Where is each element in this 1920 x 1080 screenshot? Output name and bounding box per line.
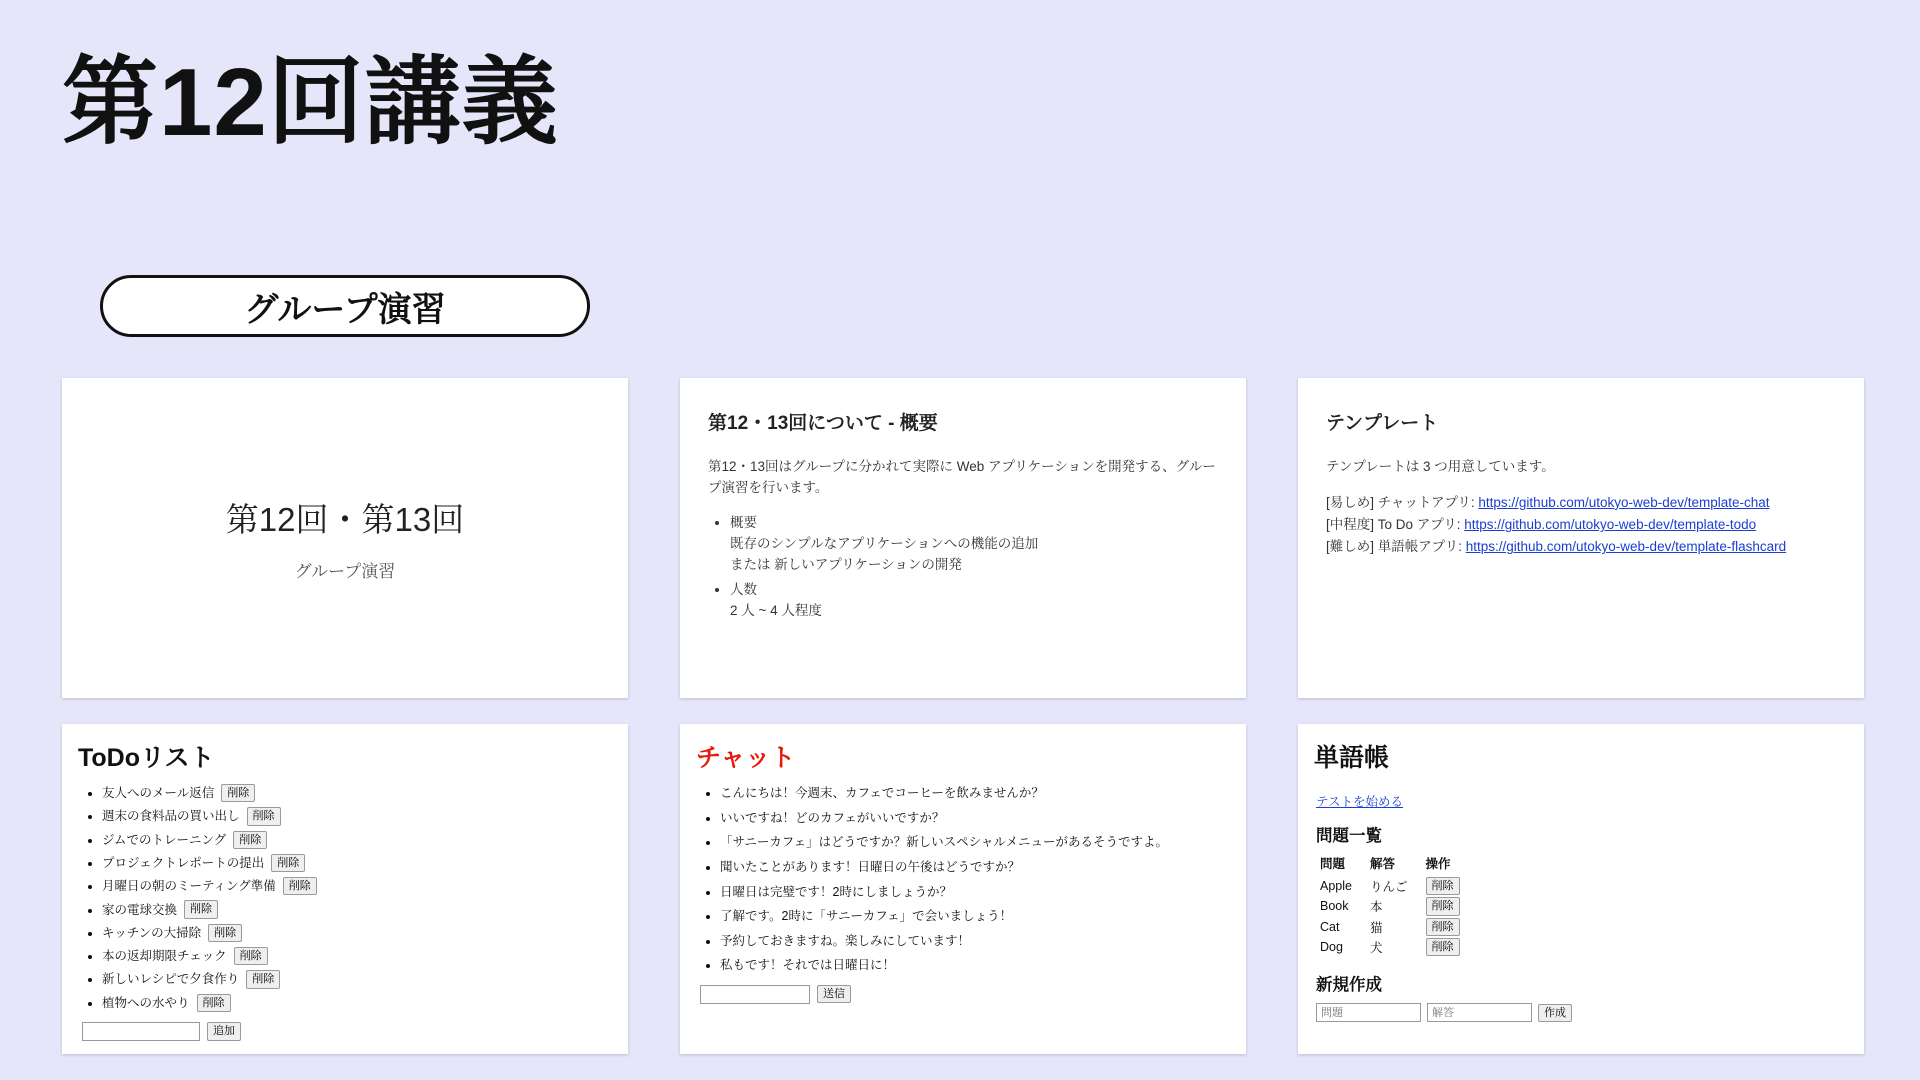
list-item [102, 854, 612, 872]
table-row [1316, 876, 1474, 896]
delete-button[interactable]: 削除 [1426, 897, 1460, 915]
section-pill [100, 275, 590, 337]
list-item: • 私もです！それでは日曜日に！ [720, 956, 1230, 974]
chat-send-form [696, 985, 1230, 1004]
list-item: • こんにちは！今週末、カフェでコーヒーを飲みませんか？ [720, 784, 1230, 802]
list-item: • 了解です。2時に「サニーカフェ」で会いましょう！ [720, 907, 1230, 925]
delete-button[interactable]: 削除 [1426, 918, 1460, 936]
cell-question: Dog [1320, 940, 1343, 955]
slide-thumbnail-title[interactable] [62, 378, 628, 698]
list-item: • 日曜日は完璧です！2時にしましょうか？ [720, 883, 1230, 901]
flashcard-app-preview[interactable] [1298, 724, 1864, 1054]
overview-list [708, 513, 1218, 622]
todo-item-label: • 本の返却期限チェック [102, 949, 227, 964]
todo-item-label: • 新しいレシピで夕食作り [102, 972, 240, 987]
cell-actions [1422, 937, 1474, 957]
cell-question: Cat [1320, 919, 1340, 934]
chat-app-preview[interactable] [680, 724, 1246, 1054]
list-item: • 「サニーカフェ」はどうですか？新しいスペシャルメニューがあるそうですよ。 [720, 833, 1230, 851]
delete-button[interactable]: 削除 [197, 994, 231, 1012]
delete-button[interactable]: 削除 [233, 831, 267, 849]
delete-button[interactable]: 削除 [1426, 938, 1460, 956]
todo-add-form [78, 1022, 612, 1041]
template-chat-link[interactable]: https://github.com/utokyo-web-dev/template-chat [1478, 494, 1770, 510]
list-item [102, 807, 612, 825]
todo-item-label: • キッチンの大掃除 [102, 925, 202, 940]
new-answer-input[interactable] [1427, 1003, 1532, 1022]
delete-button[interactable]: 削除 [208, 924, 242, 942]
list-item: • 聞いたことがあります！日曜日の午後はどうですか？ [720, 858, 1230, 876]
question-list-heading: 問題一覧 [1316, 827, 1382, 845]
todo-item-label: • 友人へのメール返信 [102, 786, 215, 801]
cell-question: Apple [1320, 879, 1352, 894]
overview-item-line: 2 人 ~ 4 人程度 [730, 602, 822, 618]
table-header-row [1316, 854, 1474, 876]
cell-question: Book [1320, 899, 1349, 914]
create-button[interactable]: 作成 [1538, 1004, 1572, 1022]
cell-answer: 本 [1369, 900, 1383, 915]
todo-item-label: • ジムでのトレーニング [102, 832, 227, 847]
cell-actions [1422, 876, 1474, 896]
list-item [102, 877, 612, 895]
new-question-input[interactable] [1316, 1003, 1421, 1022]
templates-paragraph: テンプレートは 3 つ用意しています。 [1326, 459, 1555, 474]
chat-heading: チャット [696, 744, 796, 772]
delete-button[interactable]: 削除 [1426, 877, 1460, 895]
slide-thumbnail-templates[interactable] [1298, 378, 1864, 698]
new-entry-form [1314, 1003, 1848, 1022]
overview-paragraph: 第12・13回はグループに分かれて実際に Web アプリケーションを開発する、グループ演習を行います。 [708, 459, 1216, 495]
start-test-link[interactable]: テストを始める [1316, 795, 1404, 809]
cell-answer: りんご [1369, 880, 1408, 895]
slide-thumbnail-overview[interactable] [680, 378, 1246, 698]
overview-item-label: 人数 [730, 581, 757, 597]
todo-heading: ToDoリスト [78, 744, 215, 772]
list-item [730, 580, 1218, 622]
cell-answer: 犬 [1369, 941, 1383, 956]
template-link-row [1326, 536, 1836, 558]
send-button[interactable]: 送信 [817, 985, 851, 1003]
todo-item-label: • 植物への水やり [102, 995, 190, 1010]
template-link-prefix: [易しめ] チャットアプリ: [1326, 494, 1479, 510]
section-pill-label: グループ演習 [244, 290, 446, 329]
list-item [102, 994, 612, 1012]
overview-heading: 第12・13回について - 概要 [708, 413, 938, 434]
list-item: • いいですね！どのカフェがいいですか？ [720, 809, 1230, 827]
cell-answer: 猫 [1369, 920, 1383, 935]
todo-list [78, 784, 612, 1012]
templates-heading: テンプレート [1326, 413, 1439, 434]
template-link-row [1326, 492, 1836, 514]
overview-item-label: 概要 [730, 514, 757, 530]
chat-message-list [696, 784, 1230, 975]
slide-title-text: 第12回・第13回 [225, 501, 465, 538]
page-title: 第12回講義 [62, 49, 559, 156]
todo-app-preview[interactable] [62, 724, 628, 1054]
table-row [1316, 937, 1474, 957]
todo-item-label: • 月曜日の朝のミーティング準備 [102, 879, 276, 894]
delete-button[interactable]: 削除 [221, 784, 255, 802]
cell-actions [1422, 917, 1474, 937]
list-item [102, 784, 612, 802]
template-todo-link[interactable]: https://github.com/utokyo-web-dev/template-todo [1464, 517, 1757, 533]
list-item [102, 970, 612, 988]
delete-button[interactable]: 削除 [247, 807, 281, 825]
flashcard-table [1316, 854, 1474, 957]
slide-subtitle-text: グループ演習 [294, 562, 396, 581]
flashcard-heading: 単語帳 [1314, 744, 1390, 772]
template-link-prefix: [中程度] To Do アプリ: [1326, 517, 1465, 533]
cell-actions [1422, 896, 1474, 916]
list-item [730, 513, 1218, 576]
todo-item-label: • 週末の食料品の買い出し [102, 809, 240, 824]
list-item [102, 924, 612, 942]
template-link-row [1326, 514, 1836, 536]
new-entry-heading: 新規作成 [1316, 976, 1382, 995]
list-item [102, 831, 612, 849]
delete-button[interactable]: 削除 [184, 900, 218, 918]
todo-input[interactable] [82, 1022, 200, 1041]
table-row [1316, 896, 1474, 916]
column-header-actions: 操作 [1425, 857, 1451, 871]
chat-input[interactable] [700, 985, 810, 1004]
template-flashcard-link[interactable]: https://github.com/utokyo-web-dev/template-flashcard [1465, 539, 1787, 555]
todo-item-label: • プロジェクトレポートの提出 [102, 855, 265, 870]
list-item: • 予約しておきますね。楽しみにしています！ [720, 932, 1230, 950]
template-link-prefix: [難しめ] 単語帳アプリ: [1326, 539, 1466, 555]
table-row [1316, 917, 1474, 937]
delete-button[interactable]: 削除 [246, 970, 280, 988]
delete-button[interactable]: 削除 [283, 877, 317, 895]
delete-button[interactable]: 削除 [271, 854, 305, 872]
overview-item-line: または 新しいアプリケーションの開発 [730, 556, 962, 572]
column-header-answer: 解答 [1369, 857, 1395, 871]
list-item [102, 947, 612, 965]
add-button[interactable]: 追加 [207, 1022, 241, 1040]
column-header-question: 問題 [1320, 857, 1346, 871]
list-item [102, 900, 612, 918]
overview-item-line: 既存のシンプルなアプリケーションへの機能の追加 [730, 535, 1039, 551]
todo-item-label: • 家の電球交換 [102, 902, 178, 917]
delete-button[interactable]: 削除 [234, 947, 268, 965]
